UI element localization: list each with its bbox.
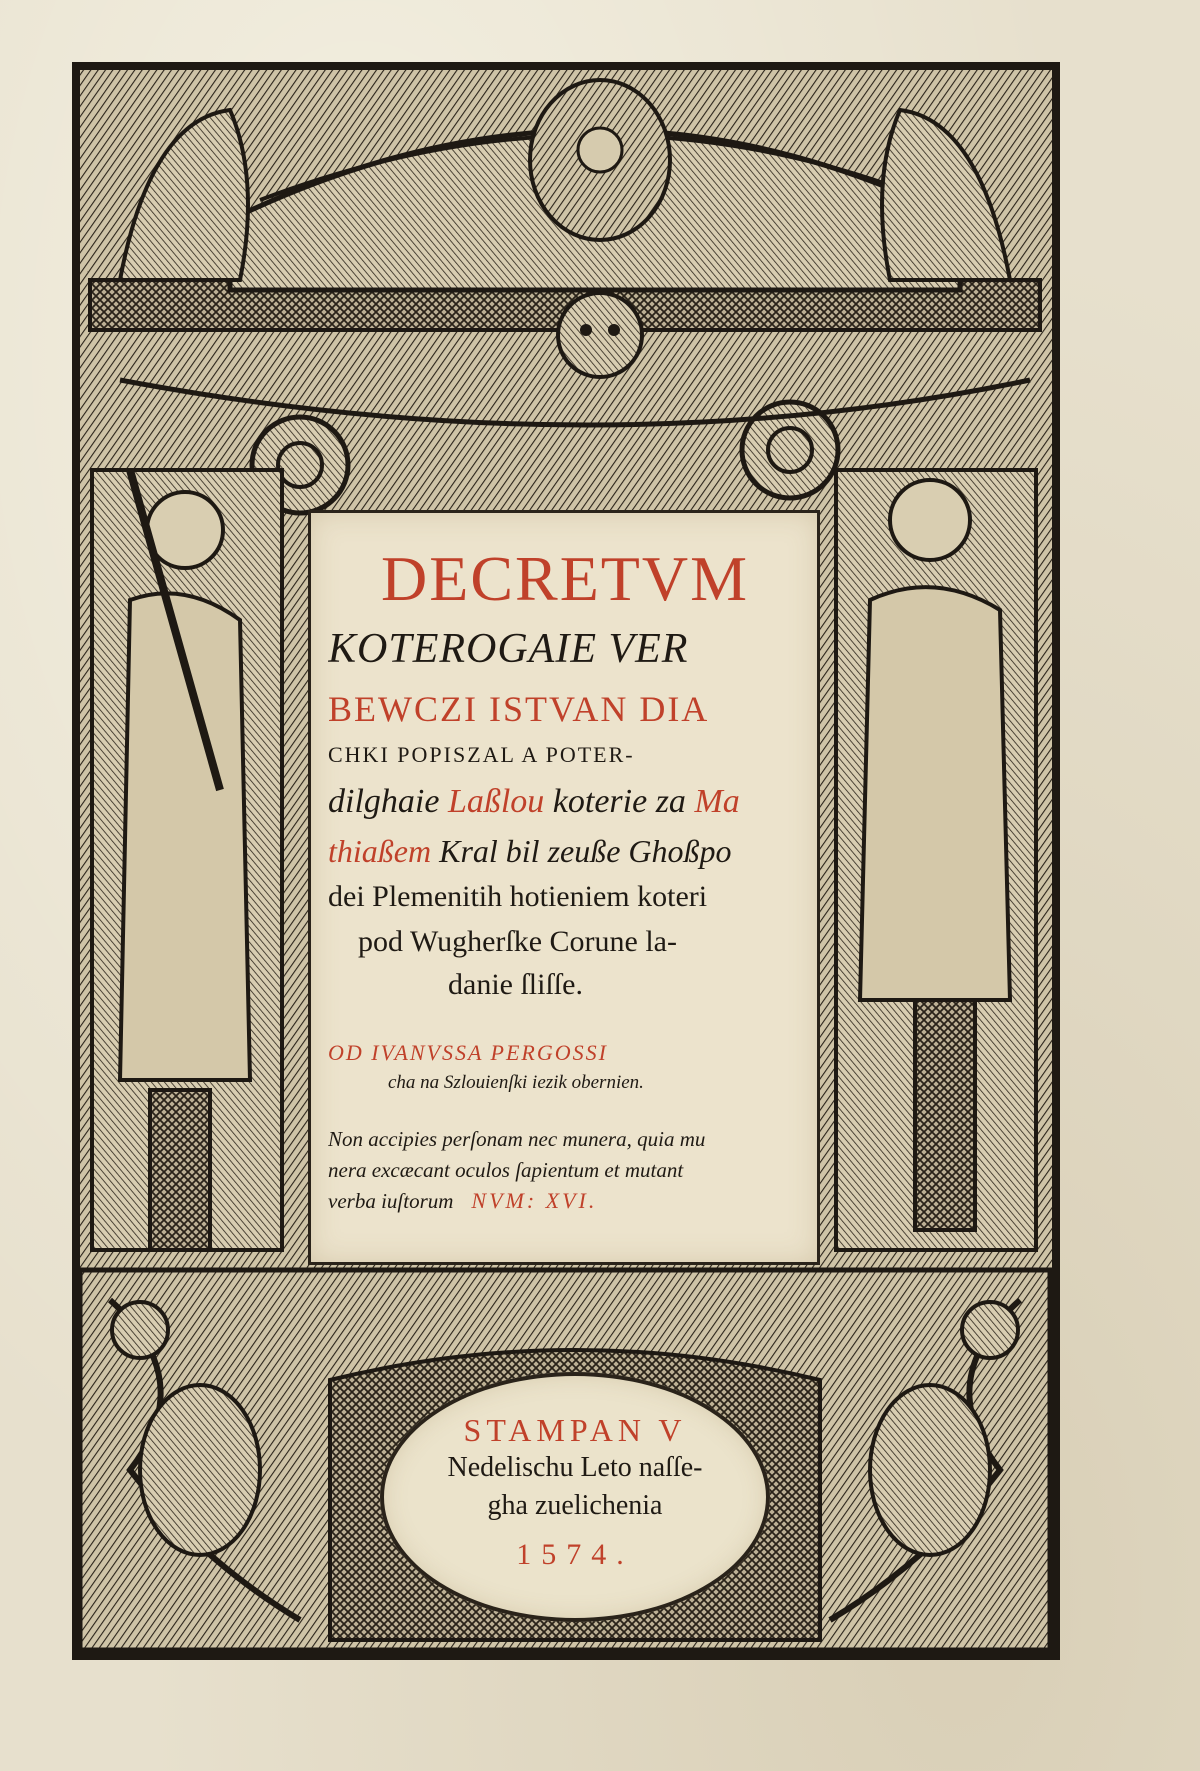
title-line-9: danie ſliſſe. (448, 968, 583, 1001)
title-line-2: KOTEROGAIE VER (328, 626, 689, 672)
title-line-6 (328, 833, 802, 870)
name-thiassem: thiaßem (328, 833, 432, 869)
prudence-figure-right (836, 470, 1036, 1250)
motto-line-2: nera excæcant oculos ſapientum et mutant (328, 1158, 684, 1182)
motto-line-3 (328, 1188, 802, 1214)
imprint-line-1: STAMPAN V (463, 1412, 687, 1448)
title-line-3 (328, 688, 802, 730)
scripture-citation: NVM: XVI. (471, 1188, 598, 1213)
author-line: OD IVANVSSA PERGOSSI (328, 1040, 608, 1065)
book-title: DECRETVM (381, 543, 749, 614)
title-cartouche (308, 510, 820, 1265)
title-line-6b: Kral bil zeuße Ghoßpo (439, 833, 732, 869)
name-ma-fragment: Ma (694, 783, 740, 820)
title-line-5a: dilghaie (328, 783, 440, 820)
imprint-year: 1574. (516, 1538, 634, 1571)
imprint-line-3: gha zuelichenia (487, 1490, 663, 1521)
imprint-cartouche (380, 1372, 770, 1622)
title-line-5c: koterie za (552, 783, 686, 820)
motto-line-1: Non accipies perſonam nec munera, quia mu (328, 1127, 706, 1151)
name-laslou: Laßlou (447, 783, 545, 820)
title-line-7: dei Plemenitih hotieniem koteri (328, 880, 708, 913)
author-line-2: cha na Szlouienſki iezik obernien. (388, 1072, 644, 1093)
title-line-3-text: BEWCZI ISTVAN DIA (328, 689, 710, 729)
motto-line-3-text: verba iuſtorum (328, 1189, 454, 1213)
title-line-4: CHKI POPISZAL A POTER- (328, 742, 635, 767)
title-line-8: pod Wugherſke Corune la- (358, 925, 677, 958)
imprint-line-2: Nedelischu Leto naſſe- (447, 1452, 703, 1483)
title-line-5 (328, 783, 802, 821)
justice-figure-left (92, 470, 282, 1250)
